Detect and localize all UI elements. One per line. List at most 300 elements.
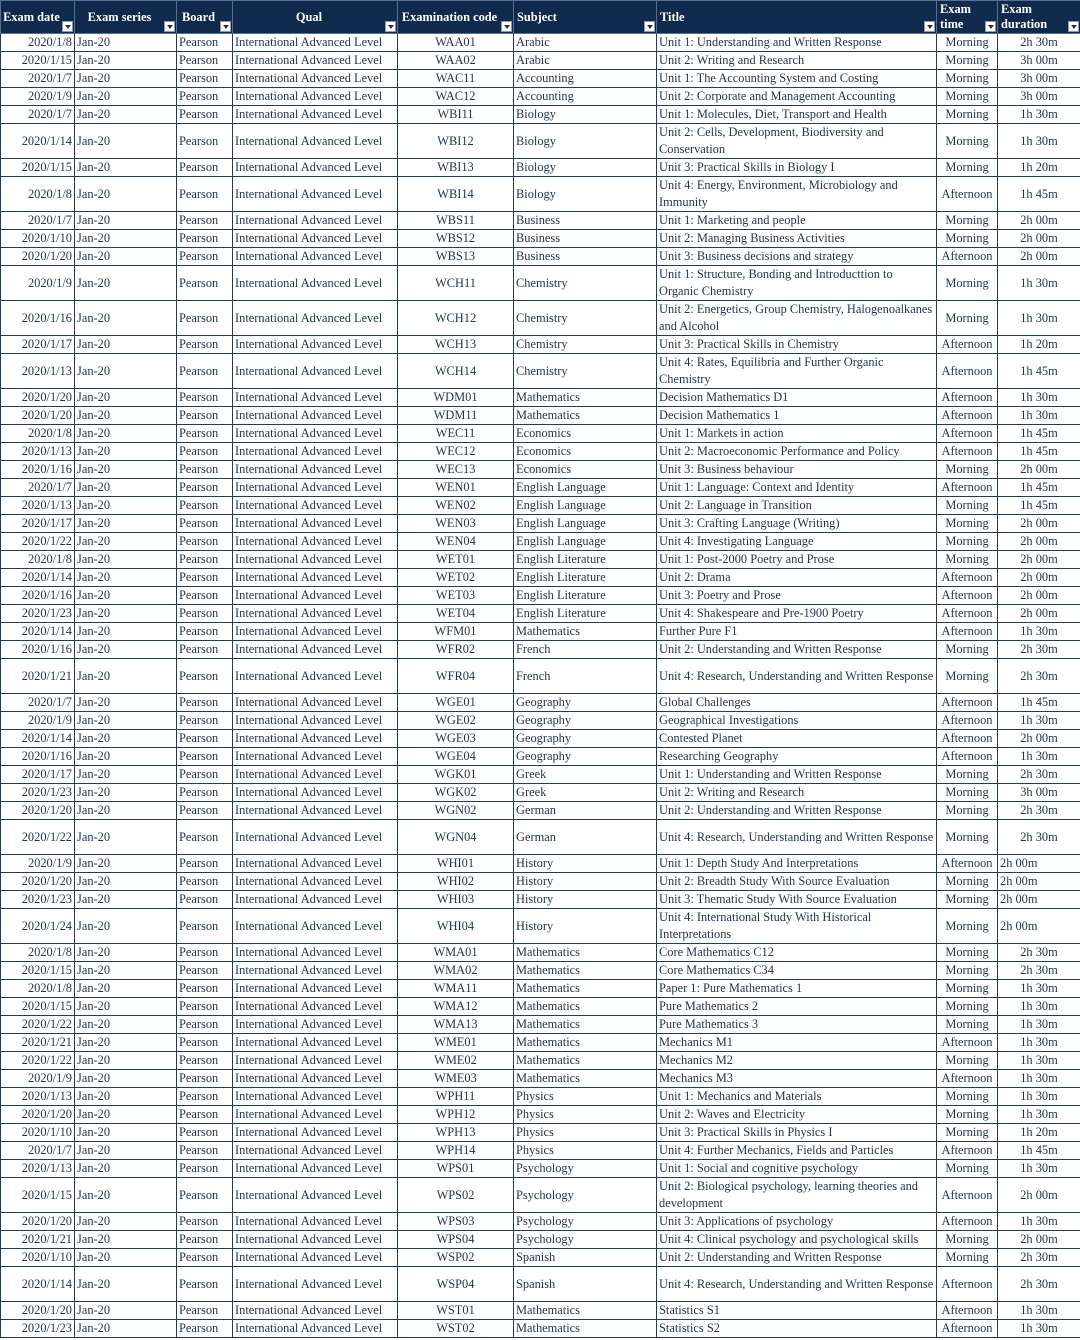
cell-title[interactable]: Unit 3: Crafting Language (Writing): [657, 515, 937, 533]
cell-title[interactable]: Contested Planet: [657, 730, 937, 748]
cell-exam-series[interactable]: Jan-20: [75, 230, 177, 248]
cell-exam-duration[interactable]: 2h 00m: [998, 533, 1080, 551]
cell-qual[interactable]: International Advanced Level: [233, 354, 398, 389]
cell-exam-duration[interactable]: 2h 00m: [998, 230, 1080, 248]
cell-qual[interactable]: International Advanced Level: [233, 1052, 398, 1070]
cell-exam-series[interactable]: Jan-20: [75, 266, 177, 301]
cell-examination-code[interactable]: WDM11: [398, 407, 514, 425]
cell-exam-time[interactable]: Morning: [937, 944, 998, 962]
table-row[interactable]: [1, 515, 1080, 533]
filter-dropdown-icon[interactable]: [644, 21, 655, 32]
cell-qual[interactable]: International Advanced Level: [233, 873, 398, 891]
cell-exam-date[interactable]: 2020/1/7: [1, 694, 75, 712]
cell-qual[interactable]: International Advanced Level: [233, 479, 398, 497]
table-row[interactable]: [1, 389, 1080, 407]
cell-subject[interactable]: Mathematics: [514, 944, 657, 962]
cell-exam-date[interactable]: 2020/1/20: [1, 389, 75, 407]
cell-exam-date[interactable]: 2020/1/23: [1, 1320, 75, 1338]
cell-examination-code[interactable]: WFR02: [398, 641, 514, 659]
cell-board[interactable]: Pearson: [177, 980, 233, 998]
cell-exam-date[interactable]: 2020/1/15: [1, 962, 75, 980]
cell-examination-code[interactable]: WPH14: [398, 1142, 514, 1160]
cell-exam-date[interactable]: 2020/1/9: [1, 266, 75, 301]
table-row[interactable]: [1, 88, 1080, 106]
cell-exam-time[interactable]: Afternoon: [937, 605, 998, 623]
cell-board[interactable]: Pearson: [177, 1302, 233, 1320]
cell-exam-duration[interactable]: 1h 30m: [998, 1160, 1080, 1178]
cell-subject[interactable]: Economics: [514, 425, 657, 443]
cell-examination-code[interactable]: WET04: [398, 605, 514, 623]
cell-qual[interactable]: International Advanced Level: [233, 694, 398, 712]
filter-dropdown-icon[interactable]: [62, 21, 73, 32]
cell-examination-code[interactable]: WME01: [398, 1034, 514, 1052]
cell-title[interactable]: Unit 4: Shakespeare and Pre-1900 Poetry: [657, 605, 937, 623]
cell-exam-series[interactable]: Jan-20: [75, 301, 177, 336]
cell-exam-duration[interactable]: 2h 30m: [998, 34, 1080, 52]
cell-subject[interactable]: Mathematics: [514, 389, 657, 407]
cell-exam-time[interactable]: Morning: [937, 266, 998, 301]
cell-exam-duration[interactable]: 2h 30m: [998, 962, 1080, 980]
table-row[interactable]: [1, 425, 1080, 443]
cell-board[interactable]: Pearson: [177, 891, 233, 909]
cell-exam-date[interactable]: 2020/1/9: [1, 88, 75, 106]
cell-board[interactable]: Pearson: [177, 425, 233, 443]
cell-exam-time[interactable]: Morning: [937, 1124, 998, 1142]
cell-board[interactable]: Pearson: [177, 694, 233, 712]
table-row[interactable]: [1, 1124, 1080, 1142]
cell-exam-duration[interactable]: 2h 30m: [998, 641, 1080, 659]
cell-examination-code[interactable]: WET03: [398, 587, 514, 605]
cell-examination-code[interactable]: WGE04: [398, 748, 514, 766]
cell-exam-series[interactable]: Jan-20: [75, 407, 177, 425]
cell-board[interactable]: Pearson: [177, 1052, 233, 1070]
cell-subject[interactable]: French: [514, 641, 657, 659]
cell-title[interactable]: Unit 4: Rates, Equilibria and Further Organic Chemistry: [657, 354, 937, 389]
cell-subject[interactable]: Chemistry: [514, 266, 657, 301]
cell-exam-duration[interactable]: 1h 45m: [998, 354, 1080, 389]
cell-exam-duration[interactable]: 1h 30m: [998, 998, 1080, 1016]
cell-examination-code[interactable]: WCH14: [398, 354, 514, 389]
cell-subject[interactable]: Chemistry: [514, 301, 657, 336]
cell-exam-time[interactable]: Morning: [937, 124, 998, 159]
cell-subject[interactable]: Mathematics: [514, 623, 657, 641]
cell-exam-date[interactable]: 2020/1/20: [1, 1213, 75, 1231]
cell-exam-duration[interactable]: 1h 45m: [998, 177, 1080, 212]
table-row[interactable]: [1, 730, 1080, 748]
table-row[interactable]: [1, 248, 1080, 266]
cell-title[interactable]: Unit 2: Writing and Research: [657, 784, 937, 802]
cell-exam-series[interactable]: Jan-20: [75, 766, 177, 784]
cell-subject[interactable]: Economics: [514, 443, 657, 461]
cell-exam-duration[interactable]: 1h 30m: [998, 1088, 1080, 1106]
cell-exam-duration[interactable]: 1h 30m: [998, 266, 1080, 301]
cell-qual[interactable]: International Advanced Level: [233, 998, 398, 1016]
cell-board[interactable]: Pearson: [177, 301, 233, 336]
cell-exam-series[interactable]: Jan-20: [75, 52, 177, 70]
cell-exam-date[interactable]: 2020/1/22: [1, 1016, 75, 1034]
cell-qual[interactable]: International Advanced Level: [233, 533, 398, 551]
cell-exam-series[interactable]: Jan-20: [75, 1052, 177, 1070]
cell-qual[interactable]: International Advanced Level: [233, 891, 398, 909]
cell-exam-date[interactable]: 2020/1/7: [1, 70, 75, 88]
cell-board[interactable]: Pearson: [177, 1034, 233, 1052]
cell-exam-duration[interactable]: 2h 30m: [998, 659, 1080, 694]
cell-board[interactable]: Pearson: [177, 712, 233, 730]
cell-exam-date[interactable]: 2020/1/14: [1, 569, 75, 587]
cell-exam-date[interactable]: 2020/1/16: [1, 748, 75, 766]
cell-examination-code[interactable]: WGK02: [398, 784, 514, 802]
cell-board[interactable]: Pearson: [177, 730, 233, 748]
cell-board[interactable]: Pearson: [177, 659, 233, 694]
table-row[interactable]: [1, 1160, 1080, 1178]
cell-exam-time[interactable]: Afternoon: [937, 425, 998, 443]
cell-board[interactable]: Pearson: [177, 497, 233, 515]
filter-dropdown-icon[interactable]: [924, 21, 935, 32]
filter-dropdown-icon[interactable]: [385, 21, 396, 32]
table-row[interactable]: [1, 407, 1080, 425]
cell-board[interactable]: Pearson: [177, 1249, 233, 1267]
cell-title[interactable]: Researching Geography: [657, 748, 937, 766]
cell-board[interactable]: Pearson: [177, 766, 233, 784]
cell-exam-date[interactable]: 2020/1/8: [1, 425, 75, 443]
cell-board[interactable]: Pearson: [177, 1106, 233, 1124]
cell-qual[interactable]: International Advanced Level: [233, 497, 398, 515]
table-row[interactable]: [1, 124, 1080, 159]
cell-qual[interactable]: International Advanced Level: [233, 159, 398, 177]
cell-exam-time[interactable]: Afternoon: [937, 1302, 998, 1320]
cell-exam-date[interactable]: 2020/1/9: [1, 1070, 75, 1088]
cell-qual[interactable]: International Advanced Level: [233, 88, 398, 106]
cell-subject[interactable]: German: [514, 802, 657, 820]
table-row[interactable]: [1, 1249, 1080, 1267]
cell-title[interactable]: Core Mathematics C12: [657, 944, 937, 962]
cell-title[interactable]: Unit 3: Practical Skills in Chemistry: [657, 336, 937, 354]
cell-qual[interactable]: International Advanced Level: [233, 605, 398, 623]
table-row[interactable]: [1, 998, 1080, 1016]
cell-examination-code[interactable]: WGE02: [398, 712, 514, 730]
cell-title[interactable]: Unit 3: Business behaviour: [657, 461, 937, 479]
cell-title[interactable]: Unit 2: Understanding and Written Response: [657, 802, 937, 820]
cell-exam-date[interactable]: 2020/1/13: [1, 1088, 75, 1106]
cell-exam-time[interactable]: Afternoon: [937, 1034, 998, 1052]
cell-exam-time[interactable]: Morning: [937, 34, 998, 52]
cell-exam-time[interactable]: Morning: [937, 1249, 998, 1267]
cell-exam-time[interactable]: Morning: [937, 1016, 998, 1034]
cell-qual[interactable]: International Advanced Level: [233, 515, 398, 533]
cell-subject[interactable]: English Literature: [514, 569, 657, 587]
cell-exam-time[interactable]: Afternoon: [937, 1213, 998, 1231]
cell-examination-code[interactable]: WFR04: [398, 659, 514, 694]
cell-board[interactable]: Pearson: [177, 820, 233, 855]
cell-title[interactable]: Further Pure F1: [657, 623, 937, 641]
cell-exam-time[interactable]: Afternoon: [937, 336, 998, 354]
cell-board[interactable]: Pearson: [177, 1070, 233, 1088]
cell-exam-series[interactable]: Jan-20: [75, 1088, 177, 1106]
cell-exam-time[interactable]: Afternoon: [937, 1178, 998, 1213]
col-header-exam-duration[interactable]: [998, 1, 1080, 34]
col-header-title[interactable]: [657, 1, 937, 34]
cell-subject[interactable]: Mathematics: [514, 1052, 657, 1070]
cell-exam-date[interactable]: 2020/1/21: [1, 1034, 75, 1052]
cell-board[interactable]: Pearson: [177, 1231, 233, 1249]
cell-exam-time[interactable]: Afternoon: [937, 248, 998, 266]
cell-subject[interactable]: English Literature: [514, 605, 657, 623]
cell-qual[interactable]: International Advanced Level: [233, 443, 398, 461]
cell-exam-date[interactable]: 2020/1/15: [1, 159, 75, 177]
cell-qual[interactable]: International Advanced Level: [233, 336, 398, 354]
cell-exam-time[interactable]: Morning: [937, 52, 998, 70]
cell-exam-date[interactable]: 2020/1/9: [1, 855, 75, 873]
cell-title[interactable]: Unit 2: Understanding and Written Response: [657, 641, 937, 659]
cell-subject[interactable]: Mathematics: [514, 1320, 657, 1338]
cell-exam-series[interactable]: Jan-20: [75, 533, 177, 551]
table-row[interactable]: [1, 301, 1080, 336]
cell-exam-date[interactable]: 2020/1/16: [1, 587, 75, 605]
cell-exam-duration[interactable]: 1h 30m: [998, 1106, 1080, 1124]
cell-qual[interactable]: International Advanced Level: [233, 52, 398, 70]
cell-examination-code[interactable]: WMA12: [398, 998, 514, 1016]
cell-examination-code[interactable]: WPS03: [398, 1213, 514, 1231]
cell-qual[interactable]: International Advanced Level: [233, 802, 398, 820]
cell-examination-code[interactable]: WMA01: [398, 944, 514, 962]
cell-examination-code[interactable]: WET01: [398, 551, 514, 569]
table-row[interactable]: [1, 587, 1080, 605]
cell-exam-duration[interactable]: 2h 00m: [998, 212, 1080, 230]
cell-title[interactable]: Unit 1: Molecules, Diet, Transport and Health: [657, 106, 937, 124]
cell-exam-series[interactable]: Jan-20: [75, 1213, 177, 1231]
cell-title[interactable]: Unit 2: Drama: [657, 569, 937, 587]
cell-exam-duration[interactable]: 2h 00m: [998, 855, 1080, 873]
cell-subject[interactable]: History: [514, 891, 657, 909]
cell-qual[interactable]: International Advanced Level: [233, 551, 398, 569]
cell-qual[interactable]: International Advanced Level: [233, 212, 398, 230]
cell-board[interactable]: Pearson: [177, 944, 233, 962]
cell-exam-date[interactable]: 2020/1/13: [1, 497, 75, 515]
cell-exam-series[interactable]: Jan-20: [75, 425, 177, 443]
cell-exam-series[interactable]: Jan-20: [75, 515, 177, 533]
cell-exam-series[interactable]: Jan-20: [75, 479, 177, 497]
table-row[interactable]: [1, 1034, 1080, 1052]
cell-exam-series[interactable]: Jan-20: [75, 694, 177, 712]
cell-board[interactable]: Pearson: [177, 389, 233, 407]
cell-exam-time[interactable]: Afternoon: [937, 1142, 998, 1160]
cell-board[interactable]: Pearson: [177, 1142, 233, 1160]
cell-qual[interactable]: International Advanced Level: [233, 1016, 398, 1034]
cell-subject[interactable]: Geography: [514, 730, 657, 748]
cell-exam-duration[interactable]: 1h 30m: [998, 301, 1080, 336]
cell-examination-code[interactable]: WPS04: [398, 1231, 514, 1249]
table-row[interactable]: [1, 659, 1080, 694]
cell-title[interactable]: Unit 2: Language in Transition: [657, 497, 937, 515]
cell-title[interactable]: Unit 4: Clinical psychology and psychological skills: [657, 1231, 937, 1249]
cell-exam-time[interactable]: Morning: [937, 1088, 998, 1106]
cell-exam-date[interactable]: 2020/1/15: [1, 1178, 75, 1213]
cell-qual[interactable]: International Advanced Level: [233, 659, 398, 694]
table-row[interactable]: [1, 855, 1080, 873]
cell-qual[interactable]: International Advanced Level: [233, 1124, 398, 1142]
cell-exam-date[interactable]: 2020/1/14: [1, 124, 75, 159]
cell-title[interactable]: Unit 1: The Accounting System and Costing: [657, 70, 937, 88]
cell-title[interactable]: Unit 4: Research, Understanding and Written Response: [657, 1267, 937, 1302]
cell-board[interactable]: Pearson: [177, 479, 233, 497]
cell-title[interactable]: Unit 1: Mechanics and Materials: [657, 1088, 937, 1106]
cell-examination-code[interactable]: WMA02: [398, 962, 514, 980]
cell-board[interactable]: Pearson: [177, 407, 233, 425]
cell-exam-time[interactable]: Morning: [937, 212, 998, 230]
cell-subject[interactable]: Accounting: [514, 70, 657, 88]
cell-board[interactable]: Pearson: [177, 533, 233, 551]
cell-title[interactable]: Statistics S2: [657, 1320, 937, 1338]
cell-title[interactable]: Pure Mathematics 3: [657, 1016, 937, 1034]
cell-exam-duration[interactable]: 2h 00m: [998, 605, 1080, 623]
cell-exam-date[interactable]: 2020/1/10: [1, 1124, 75, 1142]
cell-exam-date[interactable]: 2020/1/23: [1, 891, 75, 909]
cell-board[interactable]: Pearson: [177, 52, 233, 70]
cell-board[interactable]: Pearson: [177, 1213, 233, 1231]
cell-board[interactable]: Pearson: [177, 623, 233, 641]
cell-exam-series[interactable]: Jan-20: [75, 1178, 177, 1213]
cell-exam-duration[interactable]: 2h 00m: [998, 551, 1080, 569]
cell-qual[interactable]: International Advanced Level: [233, 177, 398, 212]
cell-examination-code[interactable]: WMA11: [398, 980, 514, 998]
cell-subject[interactable]: Business: [514, 230, 657, 248]
cell-exam-date[interactable]: 2020/1/8: [1, 551, 75, 569]
cell-title[interactable]: Unit 3: Practical Skills in Physics I: [657, 1124, 937, 1142]
cell-exam-series[interactable]: Jan-20: [75, 1249, 177, 1267]
cell-board[interactable]: Pearson: [177, 70, 233, 88]
cell-subject[interactable]: Biology: [514, 124, 657, 159]
cell-exam-date[interactable]: 2020/1/7: [1, 106, 75, 124]
table-row[interactable]: [1, 1106, 1080, 1124]
cell-subject[interactable]: Business: [514, 212, 657, 230]
cell-exam-series[interactable]: Jan-20: [75, 820, 177, 855]
cell-qual[interactable]: International Advanced Level: [233, 124, 398, 159]
cell-examination-code[interactable]: WCH12: [398, 301, 514, 336]
cell-qual[interactable]: International Advanced Level: [233, 944, 398, 962]
cell-exam-duration[interactable]: 2h 30m: [998, 802, 1080, 820]
cell-qual[interactable]: International Advanced Level: [233, 1178, 398, 1213]
cell-examination-code[interactable]: WPS01: [398, 1160, 514, 1178]
table-row[interactable]: [1, 1213, 1080, 1231]
cell-exam-date[interactable]: 2020/1/23: [1, 784, 75, 802]
cell-exam-time[interactable]: Afternoon: [937, 1320, 998, 1338]
cell-board[interactable]: Pearson: [177, 587, 233, 605]
cell-subject[interactable]: Physics: [514, 1142, 657, 1160]
cell-qual[interactable]: International Advanced Level: [233, 909, 398, 944]
cell-subject[interactable]: Physics: [514, 1088, 657, 1106]
cell-exam-time[interactable]: Afternoon: [937, 389, 998, 407]
cell-title[interactable]: Unit 2: Breadth Study With Source Evaluation: [657, 873, 937, 891]
cell-title[interactable]: Unit 1: Post-2000 Poetry and Prose: [657, 551, 937, 569]
cell-exam-duration[interactable]: 2h 00m: [998, 891, 1080, 909]
cell-exam-duration[interactable]: 3h 00m: [998, 88, 1080, 106]
cell-exam-series[interactable]: Jan-20: [75, 389, 177, 407]
cell-board[interactable]: Pearson: [177, 212, 233, 230]
cell-exam-time[interactable]: Afternoon: [937, 1267, 998, 1302]
cell-title[interactable]: Unit 4: Further Mechanics, Fields and Particles: [657, 1142, 937, 1160]
cell-exam-time[interactable]: Afternoon: [937, 855, 998, 873]
cell-exam-series[interactable]: Jan-20: [75, 354, 177, 389]
cell-qual[interactable]: International Advanced Level: [233, 623, 398, 641]
filter-dropdown-icon[interactable]: [985, 21, 996, 32]
table-row[interactable]: [1, 70, 1080, 88]
cell-examination-code[interactable]: WBS11: [398, 212, 514, 230]
cell-title[interactable]: Unit 1: Markets in action: [657, 425, 937, 443]
cell-qual[interactable]: International Advanced Level: [233, 1320, 398, 1338]
cell-exam-duration[interactable]: 1h 30m: [998, 1070, 1080, 1088]
table-row[interactable]: [1, 1016, 1080, 1034]
cell-exam-time[interactable]: Afternoon: [937, 354, 998, 389]
cell-board[interactable]: Pearson: [177, 1160, 233, 1178]
cell-exam-series[interactable]: Jan-20: [75, 1070, 177, 1088]
cell-qual[interactable]: International Advanced Level: [233, 962, 398, 980]
cell-qual[interactable]: International Advanced Level: [233, 855, 398, 873]
cell-subject[interactable]: Geography: [514, 748, 657, 766]
cell-exam-duration[interactable]: 1h 45m: [998, 479, 1080, 497]
cell-exam-series[interactable]: Jan-20: [75, 1034, 177, 1052]
cell-title[interactable]: Mechanics M3: [657, 1070, 937, 1088]
cell-exam-time[interactable]: Afternoon: [937, 694, 998, 712]
cell-title[interactable]: Unit 4: Investigating Language: [657, 533, 937, 551]
cell-exam-series[interactable]: Jan-20: [75, 873, 177, 891]
cell-exam-series[interactable]: Jan-20: [75, 1160, 177, 1178]
cell-qual[interactable]: International Advanced Level: [233, 587, 398, 605]
cell-subject[interactable]: Biology: [514, 106, 657, 124]
table-row[interactable]: [1, 766, 1080, 784]
table-row[interactable]: [1, 962, 1080, 980]
cell-board[interactable]: Pearson: [177, 873, 233, 891]
cell-exam-time[interactable]: Morning: [937, 1106, 998, 1124]
cell-exam-date[interactable]: 2020/1/22: [1, 820, 75, 855]
cell-qual[interactable]: International Advanced Level: [233, 1070, 398, 1088]
cell-title[interactable]: Unit 1: Depth Study And Interpretations: [657, 855, 937, 873]
cell-title[interactable]: Unit 3: Business decisions and strategy: [657, 248, 937, 266]
cell-exam-time[interactable]: Morning: [937, 88, 998, 106]
cell-exam-date[interactable]: 2020/1/20: [1, 407, 75, 425]
cell-qual[interactable]: International Advanced Level: [233, 748, 398, 766]
cell-exam-date[interactable]: 2020/1/13: [1, 443, 75, 461]
cell-examination-code[interactable]: WEC13: [398, 461, 514, 479]
cell-exam-time[interactable]: Morning: [937, 873, 998, 891]
cell-examination-code[interactable]: WST01: [398, 1302, 514, 1320]
cell-qual[interactable]: International Advanced Level: [233, 1142, 398, 1160]
cell-examination-code[interactable]: WSP02: [398, 1249, 514, 1267]
cell-exam-series[interactable]: Jan-20: [75, 855, 177, 873]
cell-exam-date[interactable]: 2020/1/14: [1, 730, 75, 748]
cell-exam-duration[interactable]: 2h 00m: [998, 587, 1080, 605]
table-row[interactable]: [1, 641, 1080, 659]
cell-exam-time[interactable]: Morning: [937, 962, 998, 980]
cell-exam-time[interactable]: Afternoon: [937, 177, 998, 212]
cell-exam-series[interactable]: Jan-20: [75, 944, 177, 962]
table-row[interactable]: [1, 461, 1080, 479]
cell-exam-time[interactable]: Afternoon: [937, 748, 998, 766]
table-row[interactable]: [1, 266, 1080, 301]
cell-exam-time[interactable]: Morning: [937, 301, 998, 336]
cell-examination-code[interactable]: WFM01: [398, 623, 514, 641]
cell-qual[interactable]: International Advanced Level: [233, 1088, 398, 1106]
cell-subject[interactable]: Psychology: [514, 1231, 657, 1249]
cell-subject[interactable]: Mathematics: [514, 1016, 657, 1034]
cell-qual[interactable]: International Advanced Level: [233, 1160, 398, 1178]
cell-qual[interactable]: International Advanced Level: [233, 1034, 398, 1052]
cell-board[interactable]: Pearson: [177, 248, 233, 266]
cell-title[interactable]: Unit 2: Understanding and Written Response: [657, 1249, 937, 1267]
cell-examination-code[interactable]: WEC11: [398, 425, 514, 443]
cell-exam-time[interactable]: Morning: [937, 230, 998, 248]
cell-exam-series[interactable]: Jan-20: [75, 177, 177, 212]
cell-title[interactable]: Unit 2: Biological psychology, learning theories and development: [657, 1178, 937, 1213]
